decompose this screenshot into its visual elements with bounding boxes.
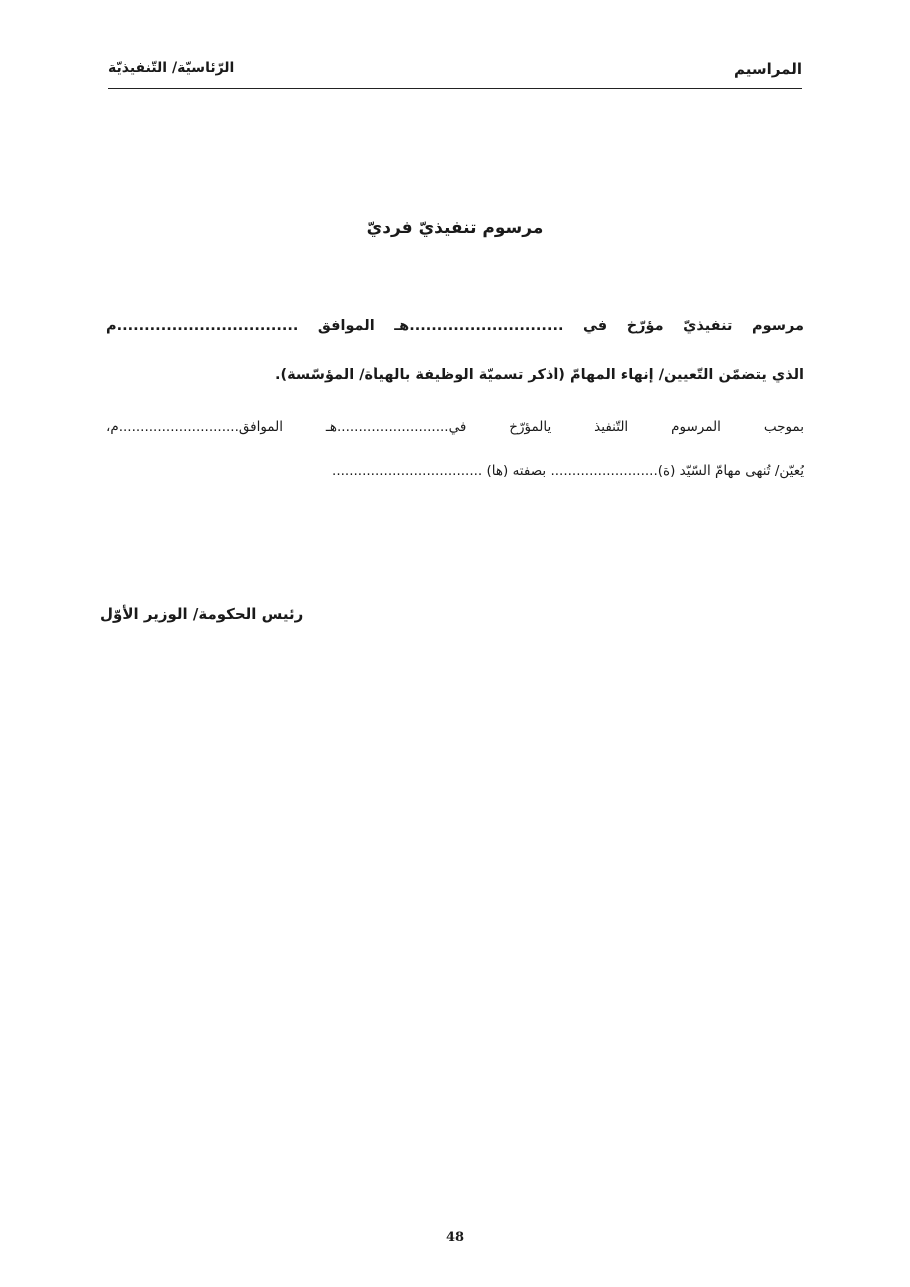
page-header [108, 58, 802, 89]
page-number: 48 [445, 1230, 465, 1245]
decree-date-line: مرسوم تنفيذيّ مؤرّخ في ............................هـ الموافق .................................م [106, 318, 804, 334]
signature-block: رئيس الحكومة/ الوزير الأوّل [100, 605, 304, 623]
decree-appointment-line: يُعيّن/ تُنهى مهامّ السّيّد (ة)......................... بصفته (ها) ................................... [332, 463, 804, 479]
decree-title: مرسوم تنفيذيّ فرديّ [366, 218, 544, 238]
decree-subject-line: الذي يتضمّن التّعيين/ إنهاء المهامّ (أذكر تسميّة الوظيفة بالهيأة/ المؤسّسة). [275, 367, 804, 383]
header-section-title: المراسيم [734, 60, 802, 78]
decree-reference-line: بموجب المرسوم التّنفيذ يالمؤرّخ في..........................هـ الموافق............................م، [106, 419, 804, 435]
header-subsection-title: الرّئاسيّة/ التّنفيذيّة [108, 60, 235, 76]
